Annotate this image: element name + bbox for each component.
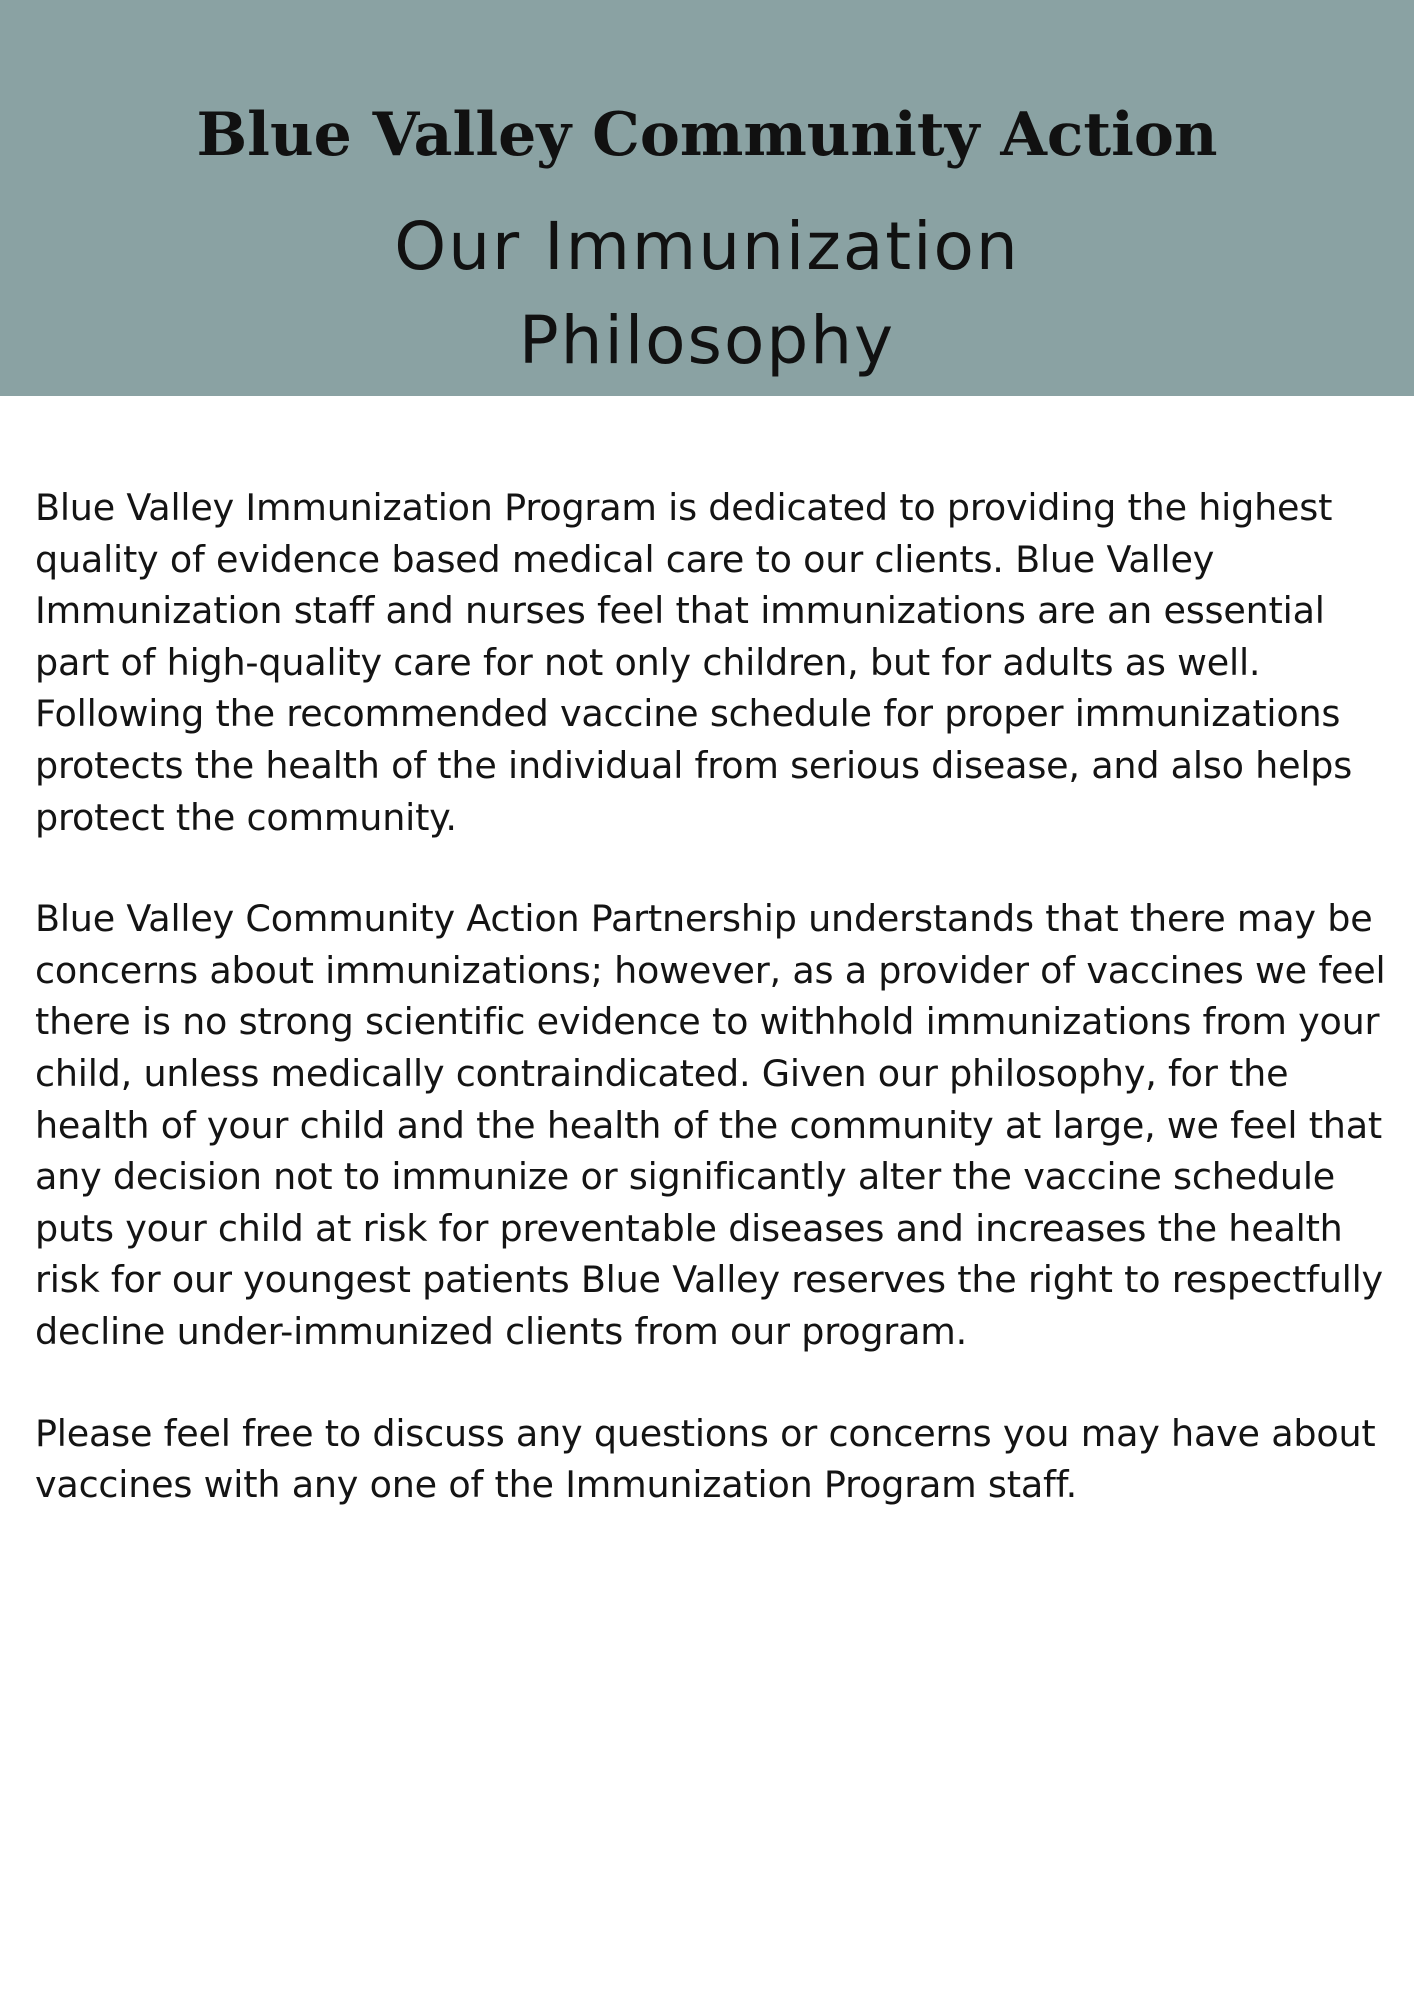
header-band: [0, 0, 1414, 396]
paragraph-contact-staff: Please feel free to discuss any questions or concerns you may have about vaccines with any one of the Immunization Program staff.: [35, 1411, 1376, 1507]
paragraph-partnership-position: Blue Valley Community Action Partnership understands that there may be concerns about immunizations; however, as a provider of vaccines we feel there is no strong scientific evidence to withhold immunizations from your child, unless medically contraindicated. Given our philosophy, for the health of your child and the health of the community at large, we feel that any decision not to immunize or significantly alter the vaccine schedule puts your child at risk for preventable diseases and increases the health risk for our youngest patients Blue Valley reserves the right to respectfully decline under-immunized clients from our program.: [35, 897, 1386, 1353]
philosophy-content: [35, 482, 1395, 1511]
page-title-line-2: Philosophy: [518, 302, 896, 379]
page-title: [0, 200, 1414, 388]
organization-name: Blue Valley Community Action: [196, 100, 1218, 170]
page-title-line-1: Our Immunization: [394, 208, 1020, 285]
paragraph-program-dedication: Blue Valley Immunization Program is dedicated to providing the highest quality of evidence based medical care to our clients. Blue Valley Immunization staff and nurses feel that immunizations are an essential part of high-quality care for not only children, but for adults as well. Following the recommended vaccine schedule for proper immunizations protects the health of the individual from serious disease, and also helps protect the community.: [35, 486, 1353, 839]
